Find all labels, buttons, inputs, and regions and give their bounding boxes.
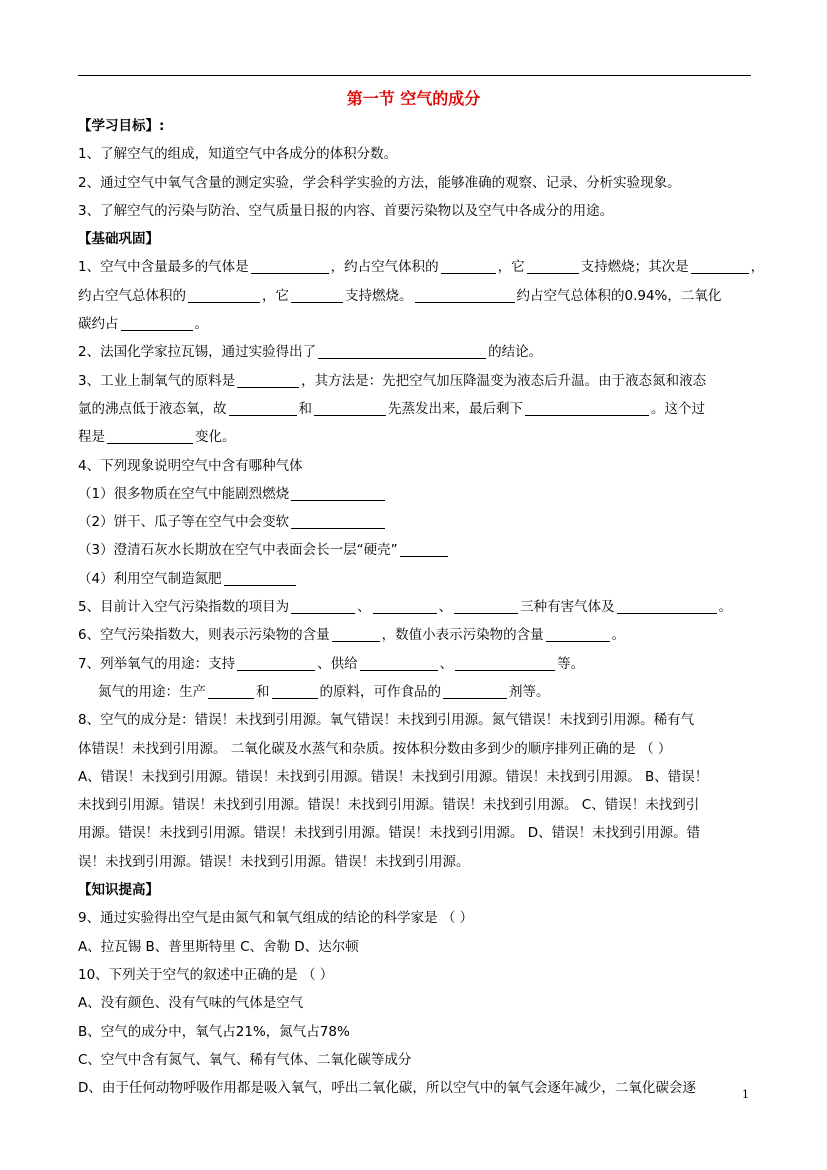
header-rule [78,75,751,76]
blank[interactable] [360,654,438,671]
question-1-line-b: 约占空气总体积的 ，它 支持燃烧。 约占空气总体积的0.94%，二氧化 [78,287,722,304]
question-6: 6、空气污染指数大，则表示污染物的含量 ，数值小表示污染物的含量 。 [78,627,626,644]
question-7-line-b: 氮气的用途：生产 和 的原料，可作食品的 剂等。 [98,683,550,700]
question-10-option-c: C、空气中含有氮气、氧气、稀有气体、二氧化碳等成分 [78,1051,412,1068]
blank[interactable] [617,597,717,614]
question-3-line-a: 3、工业上制氧气的原料是 ，其方法是：先把空气加压降温变为液态后升温。由于液态氮和液态 [78,372,707,389]
blank[interactable] [188,286,260,303]
blank[interactable] [208,682,254,699]
blank[interactable] [251,257,329,274]
section-basics: 【基础巩固】 [78,231,159,248]
blank[interactable] [443,682,507,699]
blank[interactable] [525,399,649,416]
question-4-item-4: （4）利用空气制造氮肥 [78,565,778,593]
question-4-item-2: （2）饼干、瓜子等在空气中会变软 [78,508,778,536]
objective-2: 2、通过空气中氧气含量的测定实验，学会科学实验的方法，能够准确的观察、记录、分析实验现象。 [78,174,681,191]
question-10-option-a: A、没有颜色、没有气味的气体是空气 [78,995,304,1012]
blank[interactable] [237,371,299,388]
document-body [78,112,778,1102]
question-8-line-d: 未找到引用源。错误！未找到引用源。错误！未找到引用源。错误！未找到引用源。 C、错误！未找到引 [78,797,700,814]
question-8-line-c: A、错误！未找到引用源。错误！未找到引用源。错误！未找到引用源。错误！未找到引用源。 B、错误！ [78,768,709,785]
section-objectives: 【学习目标】: [78,118,165,134]
question-4-item-1: （1）很多物质在空气中能剧烈燃烧 [78,480,778,508]
blank[interactable] [441,257,496,274]
question-8-line-e: 用源。错误！未找到引用源。错误！未找到引用源。错误！未找到引用源。 D、错误！未找到引用源。错 [78,825,701,842]
blank[interactable] [107,427,193,444]
blank[interactable] [332,625,380,642]
question-8-line-b: 体错误！未找到引用源。 二氧化碳及水蒸气和杂质。按体积分数由多到少的顺序排列正确的是 （ ） [78,740,672,757]
blank[interactable] [415,286,515,303]
question-10: 10、下列关于空气的叙述中正确的是 （ ） [78,966,334,983]
question-9: 9、通过实验得出空气是由氮气和氧气组成的结论的科学家是 （ ） [78,910,474,927]
blank[interactable] [272,682,318,699]
blank[interactable] [121,314,193,331]
question-10-option-b: B、空气的成分中，氧气占21%，氮气占78% [78,1023,350,1040]
section-advanced: 【知识提高】 [78,882,159,899]
question-1-line-c: 碳约占 。 [78,316,208,333]
question-9-options: A、拉瓦锡 B、普里斯特里 C、舍勒 D、达尔顿 [78,938,359,955]
blank[interactable] [291,512,385,529]
blank[interactable] [224,569,296,586]
blank[interactable] [527,257,579,274]
blank[interactable] [546,625,610,642]
blank[interactable] [373,597,437,614]
question-8-line-a: 8、空气的成分是：错误！未找到引用源。氧气错误！未找到引用源。氮气错误！未找到引用源。稀有气 [78,712,695,729]
page-number: 1 [742,1088,749,1101]
blank[interactable] [455,654,555,671]
question-8-line-f: 误！未找到引用源。错误！未找到引用源。错误！未找到引用源。 [78,853,470,870]
blank[interactable] [291,597,355,614]
page-title: 第一节 空气的成分 [346,89,481,108]
blank[interactable] [454,597,518,614]
question-10-option-d: D、由于任何动物呼吸作用都是吸入氧气，呼出二氧化碳，所以空气中的氧气会逐年减少，二氧化碳会逐 [78,1080,696,1097]
question-7-line-a: 7、列举氧气的用途：支持 、供给 、 等。 [78,655,585,672]
blank[interactable] [318,342,486,359]
blank[interactable] [291,484,385,501]
question-2: 2、法国化学家拉瓦锡，通过实验得出了 的结论。 [78,344,543,361]
blank[interactable] [314,399,386,416]
question-3-line-c: 程是 变化。 [78,429,236,446]
blank[interactable] [237,654,315,671]
question-1-line-a: 1、空气中含量最多的气体是 ，约占空气体积的 ，它 支持燃烧；其次是 ， [78,259,765,276]
objective-3: 3、了解空气的污染与防治、空气质量日报的内容、首要污染物以及空气中各成分的用途。 [78,202,614,219]
blank[interactable] [400,540,448,557]
question-3-line-b: 氩的沸点低于液态氧，故 和 先蒸发出来，最后剩下 。这个过 [78,400,705,417]
question-5: 5、目前计入空气污染指数的项目为 、 、 三种有害气体及 。 [78,599,733,616]
blank[interactable] [291,286,343,303]
blank[interactable] [229,399,297,416]
question-4: 4、下列现象说明空气中含有哪种气体 [78,457,303,474]
blank[interactable] [691,257,749,274]
objective-1: 1、了解空气的组成，知道空气中各成分的体积分数。 [78,146,398,163]
question-4-item-3: （3）澄清石灰水长期放在空气中表面会长一层“硬壳” [78,536,778,564]
